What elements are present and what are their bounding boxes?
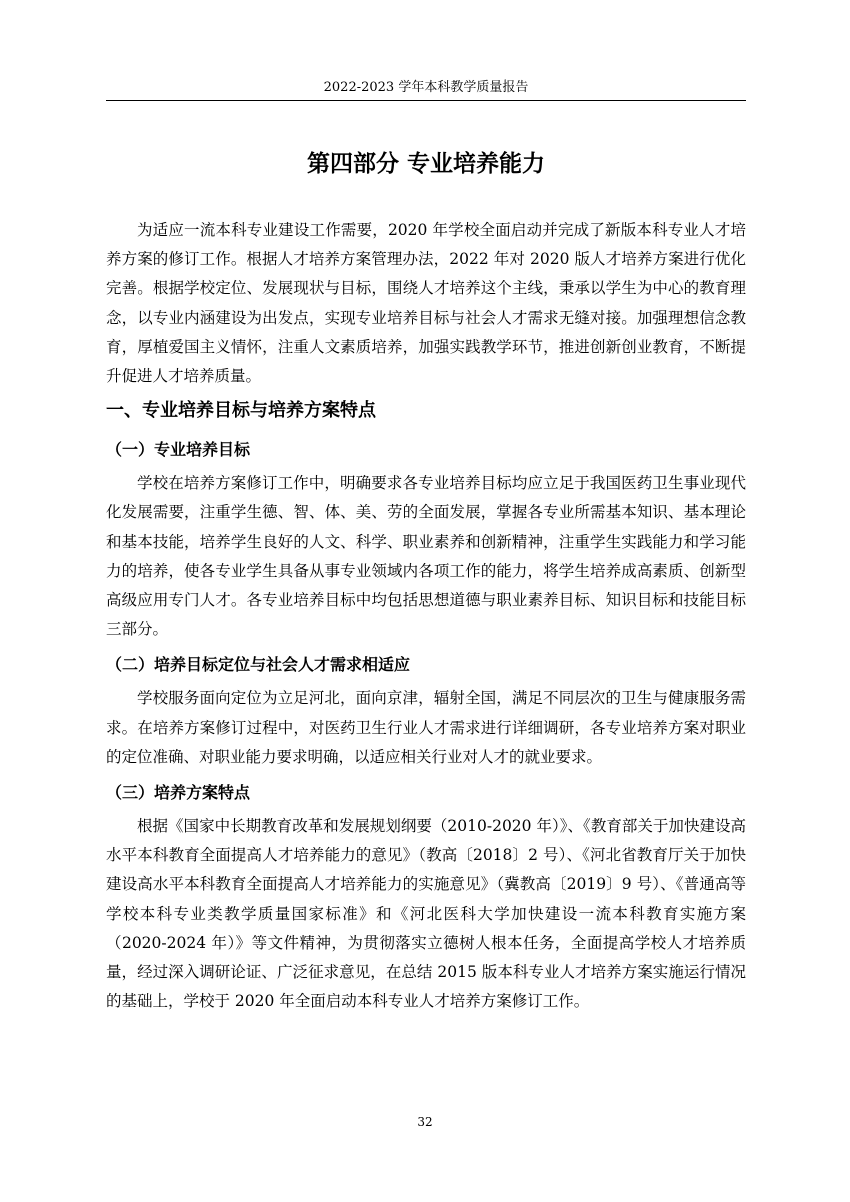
section-heading: 一、专业培养目标与培养方案特点: [106, 400, 376, 422]
page-header: 2022-2023 学年本科教学质量报告: [323, 80, 529, 95]
page-number: 32: [417, 1115, 433, 1129]
subsection-heading-1: （一）专业培养目标: [106, 440, 251, 460]
subsection-paragraph-1: 学校在培养方案修订工作中，明确要求各专业培养目标均应立足于我国医药卫生事业现代化发展需要，注重学生德、智、体、美、劳的全面发展，掌握各专业所需基本知识、基本理论和基本技能，培养学生良好的人文、科学、职业素养和创新精神，注重学生实践能力和学习能力的培养，使各专业学生具备从事专业领域内各项工作的能力，将学生培养成高素质、创新型高级应用专门人才。各专业培养目标中均包括思想道德与职业素养目标、知识目标和技能目标三部分。: [106, 474, 746, 639]
document-body: [106, 216, 746, 1016]
header-divider: [106, 100, 746, 101]
subsection-heading-3: （三）培养方案特点: [106, 783, 251, 803]
subsection-heading-2: （二）培养目标定位与社会人才需求相适应: [106, 655, 411, 675]
subsection-paragraph-2: 学校服务面向定位为立足河北，面向京津，辐射全国，满足不同层次的卫生与健康服务需求。在培养方案修订过程中，对医药卫生行业人才需求进行详细调研，各专业培养方案对职业的定位准确、对职业能力要求明确，以适应相关行业对人才的就业要求。: [106, 689, 746, 766]
intro-paragraph: 为适应一流本科专业建设工作需要，2020 年学校全面启动并完成了新版本科专业人才培养方案的修订工作。根据人才培养方案管理办法，2022 年对 2020 版人才培养方案进行优化完善。根据学校定位、发展现状与目标，围绕人才培养这个主线，秉承以学生为中心的教育理念，以专业内涵建设为出发点，实现专业培养目标与社会人才需求无缝对接。加强理想信念教育，厚植爱国主义情怀，注重人文素质培养，加强实践教学环节，推进创新创业教育，不断提升促进人才培养质量。: [106, 221, 746, 386]
subsection-paragraph-3: 根据《国家中长期教育改革和发展规划纲要（2010-2020 年）》、《教育部关于加快建设高水平本科教育全面提高人才培养能力的意见》（教高〔2018〕2 号）、《河北省教育厅关于加快建设高水平本科教育全面提高人才培养能力的实施意见》（冀教高〔2019〕9 号）、《普通高等学校本科专业类教学质量国家标准》和《河北医科大学加快建设一流本科教育实施方案（2020-2024 年）》等文件精神，为贯彻落实立德树人根本任务，全面提高学校人才培养质量，经过深入调研论证、广泛征求意见，在总结 2015 版本科专业人才培养方案实施运行情况的基础上，学校于 2020 年全面启动本科专业人才培养方案修订工作。: [106, 817, 746, 1011]
part-title: 第四部分 专业培养能力: [306, 151, 545, 177]
